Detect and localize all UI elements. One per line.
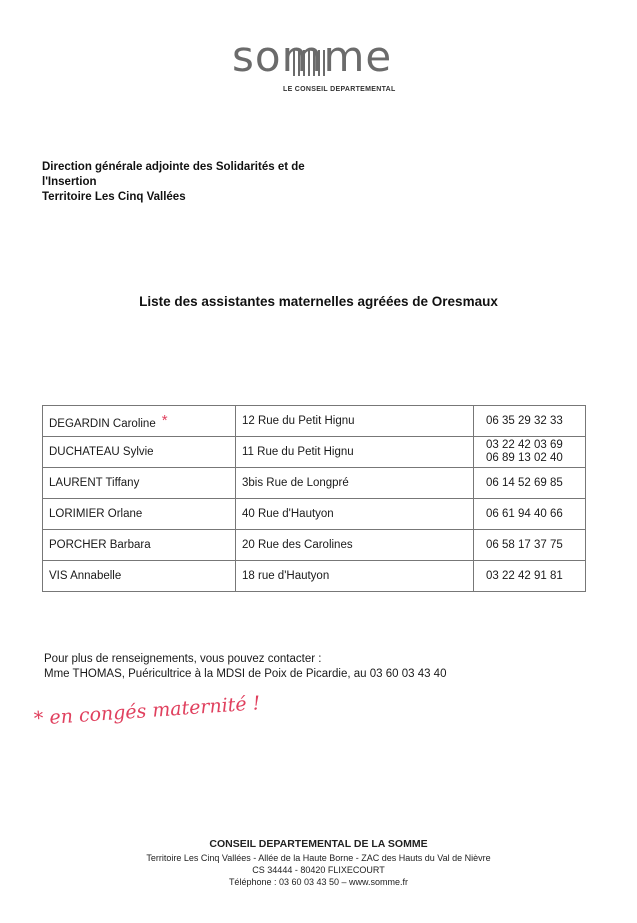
address-cell: 18 rue d'Hautyon [236, 561, 474, 592]
address-cell: 20 Rue des Carolines [236, 530, 474, 561]
table-row [43, 437, 586, 468]
address-cell: 3bis Rue de Longpré [236, 468, 474, 499]
logo-subtitle: LE CONSEIL DEPARTEMENTAL [283, 86, 396, 93]
handwritten-annotation: * en congés maternité ! [33, 692, 261, 730]
childminder-name: LAURENT Tiffany [49, 477, 140, 489]
phone-number: 03 22 42 91 81 [486, 569, 563, 582]
name-cell [43, 561, 236, 592]
footer-title: CONSEIL DEPARTEMENTAL DE LA SOMME [209, 838, 428, 850]
contact-intro: Pour plus de renseignements, vous pouvez contacter : [44, 653, 322, 665]
phone-number: 06 89 13 02 40 [486, 452, 563, 464]
footer-postal: CS 34444 - 80420 FLIXECOURT [252, 865, 385, 875]
name-cell [43, 468, 236, 499]
childminder-name: VIS Annabelle [49, 570, 122, 582]
childminder-table [42, 405, 586, 592]
phone-cell [474, 406, 586, 437]
table-row [43, 561, 586, 592]
childminder-name: PORCHER Barbara [49, 539, 151, 551]
name-cell [43, 499, 236, 530]
childminder-name: LORIMIER Orlane [49, 508, 143, 520]
phone-number: 06 14 52 69 85 [486, 476, 563, 489]
table-row [43, 406, 586, 437]
footer [0, 838, 637, 888]
phone-cell [474, 561, 586, 592]
name-cell [43, 437, 236, 468]
phone-cell [474, 499, 586, 530]
direction-header [42, 160, 305, 205]
address-cell: 12 Rue du Petit Hignu [236, 406, 474, 437]
footer-address: Territoire Les Cinq Vallées - Allée de la Haute Borne - ZAC des Hauts du Val de Nièvre [146, 853, 491, 863]
address-cell: 40 Rue d'Hautyon [236, 499, 474, 530]
direction-line: l'Insertion [42, 176, 97, 188]
document-title: Liste des assistantes maternelles agréées de Oresmaux [139, 294, 498, 309]
phone-number: 03 22 42 03 69 [486, 439, 563, 451]
somme-logo [226, 32, 426, 106]
phone-cell [474, 530, 586, 561]
contact-person: Mme THOMAS, Puéricultrice à la MDSI de Poix de Picardie, au 03 60 03 43 40 [44, 668, 447, 680]
phone-cell [474, 468, 586, 499]
phone-number: 06 35 29 32 33 [486, 414, 563, 427]
name-cell [43, 406, 236, 437]
table-row [43, 499, 586, 530]
name-cell [43, 530, 236, 561]
contact-block [44, 652, 446, 682]
asterisk-icon: * [161, 412, 168, 429]
phone-cell [474, 437, 586, 468]
direction-line: Direction générale adjointe des Solidarités et de [42, 161, 305, 173]
table-row [43, 468, 586, 499]
phone-number: 06 58 17 37 75 [486, 538, 563, 551]
address-cell: 11 Rue du Petit Hignu [236, 437, 474, 468]
childminder-name: DUCHATEAU Sylvie [49, 446, 154, 458]
logo-wordmark: somme [232, 32, 393, 81]
phone-number: 06 61 94 40 66 [486, 507, 563, 520]
childminder-name: DEGARDIN Caroline [49, 418, 156, 430]
direction-line: Territoire Les Cinq Vallées [42, 191, 186, 203]
table-row [43, 530, 586, 561]
footer-contact: Téléphone : 03 60 03 43 50 – www.somme.fr [228, 877, 409, 887]
